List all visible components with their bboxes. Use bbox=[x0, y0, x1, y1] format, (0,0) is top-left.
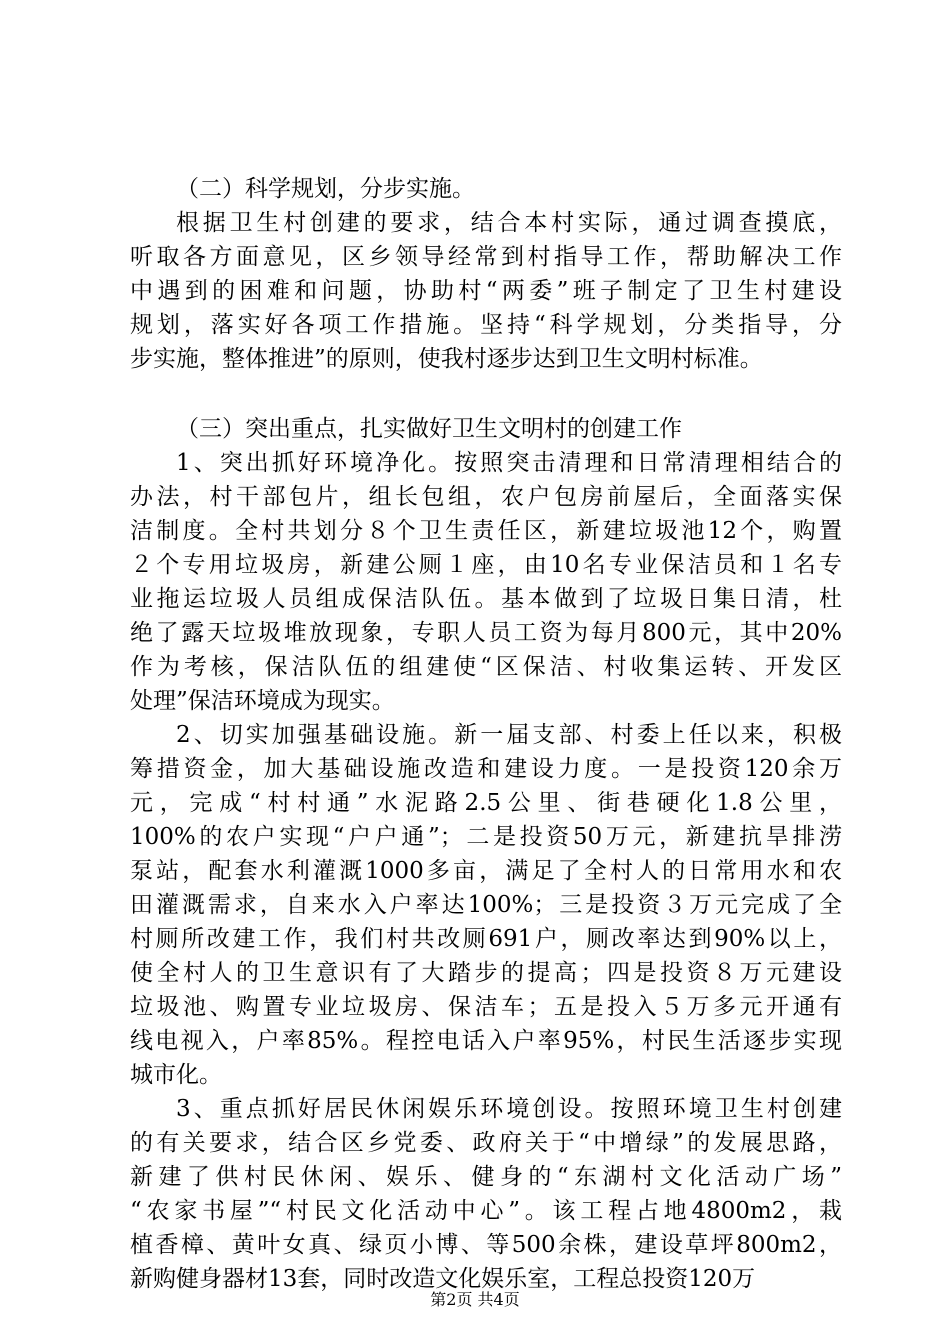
text-line: 垃圾池、购置专业垃圾房、保洁车；五是投入５万多元开通有 bbox=[130, 994, 842, 1020]
paragraph bbox=[130, 1092, 842, 1296]
text-line: 植香樟、黄叶女真、绿页小博、等500余株，建设草坪800m2， bbox=[130, 1232, 842, 1258]
text-line: 洁制度。全村共划分８个卫生责任区，新建垃圾池12个，购置 bbox=[130, 518, 842, 544]
paragraph bbox=[130, 718, 842, 1092]
text-line: （三）突出重点，扎实做好卫生文明村的创建工作 bbox=[176, 416, 682, 442]
text-line: 2、切实加强基础设施。新一届支部、村委上任以来，积极 bbox=[176, 722, 842, 748]
paragraph bbox=[130, 206, 842, 376]
text-line: 绝了露天垃圾堆放现象，专职人员工资为每月800元，其中20% bbox=[130, 620, 842, 646]
text-line: 线电视入，户率85%。程控电话入户率95%，村民生活逐步实现 bbox=[130, 1028, 842, 1054]
text-line: ２个专用垃圾房，新建公厕１座，由10名专业保洁员和１名专 bbox=[130, 552, 842, 578]
paragraph bbox=[130, 412, 842, 446]
text-line: 3、重点抓好居民休闲娱乐环境创设。按照环境卫生村创建 bbox=[176, 1096, 842, 1122]
text-line: 使全村人的卫生意识有了大踏步的提高；四是投资８万元建设 bbox=[130, 960, 842, 986]
section-gap bbox=[130, 376, 842, 412]
text-line: 规划，落实好各项工作措施。坚持“科学规划，分类指导，分 bbox=[130, 312, 842, 338]
document-body bbox=[130, 172, 842, 1296]
text-line: 步实施，整体推进”的原则，使我村逐步达到卫生文明村标准。 bbox=[130, 346, 763, 372]
section-s3 bbox=[130, 412, 842, 1296]
text-line: 根据卫生村创建的要求，结合本村实际，通过调查摸底， bbox=[176, 210, 842, 236]
text-line: 100%的农户实现“户户通”；二是投资50万元，新建抗旱排涝 bbox=[130, 824, 842, 850]
text-line: “农家书屋”“村民文化活动中心”。该工程占地4800m2，栽 bbox=[130, 1198, 842, 1224]
section-s2 bbox=[130, 172, 842, 376]
text-line: 田灌溉需求，自来水入户率达100%；三是投资３万元完成了全 bbox=[130, 892, 842, 918]
text-line: 中遇到的困难和问题，协助村“两委”班子制定了卫生村建设 bbox=[130, 278, 842, 304]
text-line: 听取各方面意见，区乡领导经常到村指导工作，帮助解决工作 bbox=[130, 244, 842, 270]
paragraph bbox=[130, 172, 842, 206]
text-line: （二）科学规划，分步实施。 bbox=[176, 176, 475, 202]
text-line: 元，完成“村村通”水泥路2.5公里、街巷硬化1.8公里， bbox=[130, 790, 842, 816]
text-line: 办法，村干部包片，组长包组，农户包房前屋后，全面落实保 bbox=[130, 484, 842, 510]
text-line: 的有关要求，结合区乡党委、政府关于“中增绿”的发展思路， bbox=[130, 1130, 842, 1156]
text-line: 作为考核，保洁队伍的组建使“区保洁、村收集运转、开发区 bbox=[130, 654, 842, 680]
text-line: 城市化。 bbox=[130, 1062, 222, 1088]
text-line: 村厕所改建工作，我们村共改厕691户，厕改率达到90%以上， bbox=[130, 926, 842, 952]
page-footer: 第2页 共4页 bbox=[430, 1290, 520, 1309]
text-line: 新建了供村民休闲、娱乐、健身的“东湖村文化活动广场” bbox=[130, 1164, 842, 1190]
text-line: 处理”保洁环境成为现实。 bbox=[130, 688, 395, 714]
text-line: 筹措资金，加大基础设施改造和建设力度。一是投资120余万 bbox=[130, 756, 842, 782]
text-line: 泵站，配套水利灌溉1000多亩，满足了全村人的日常用水和农 bbox=[130, 858, 842, 884]
paragraph bbox=[130, 446, 842, 718]
text-line: 新购健身器材13套，同时改造文化娱乐室，工程总投资120万 bbox=[130, 1266, 756, 1292]
text-line: 1、突出抓好环境净化。按照突击清理和日常清理相结合的 bbox=[176, 450, 842, 476]
text-line: 业拖运垃圾人员组成保洁队伍。基本做到了垃圾日集日清，杜 bbox=[130, 586, 842, 612]
